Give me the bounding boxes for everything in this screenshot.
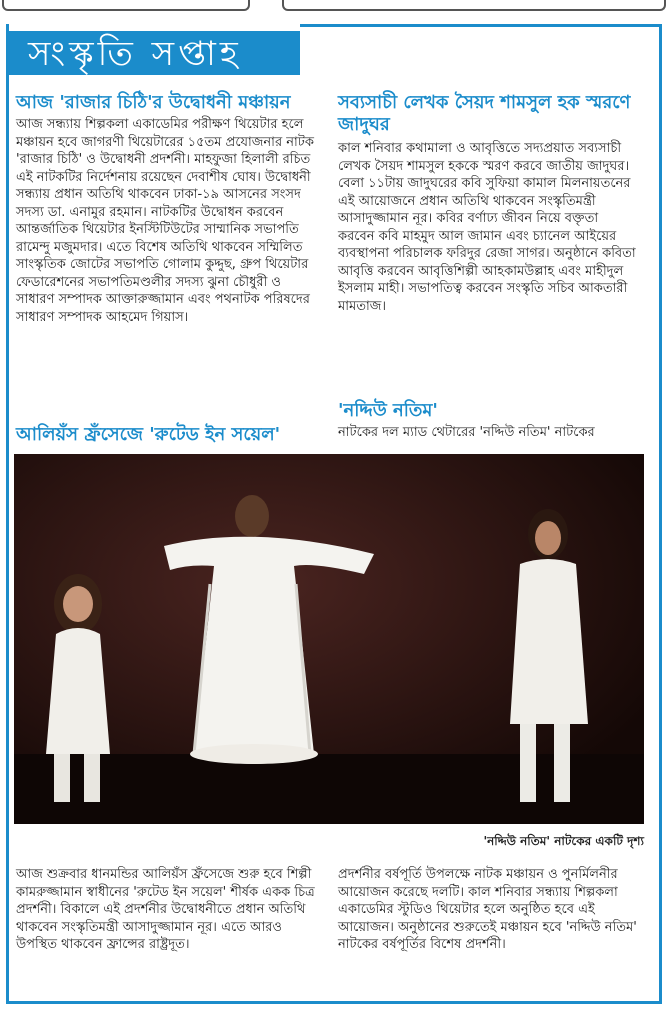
article-body-rajar-chithi: আজ সন্ধ্যায় শিল্পকলা একাডেমির পরীক্ষণ থিয়েটার হলে মঞ্চায়ন হবে জাগরণী থিয়েটারের ১৫তম প্রযোজনার নাটক 'রাজার চিঠি' ও উদ্বোধনী প্রদর্শনী। মাহফুজা হিলালী রচিত এই নাটকটির নির্দেশনায় রয়েছেন দেবাশীষ ঘোষ। উদ্বোধনী সন্ধ্যায় প্রধান অতিথি থাকবেন ঢাকা-১৯ আসনের সংসদ সদস্য ডা. এনামুর রহমান। নাটকটির উদ্বোধন করবেন আন্তর্জাতিক থিয়েটার ইনস্টিটিউটের সাম্মানিক সভাপতি রামেন্দু মজুমদার। এতে বিশেষ অতিথি থাকবেন সম্মিলিত সাংস্কৃতিক জোটের সভাপতি গোলাম কুদ্দুছ, গ্রুপ থিয়েটার ফেডারেশনের সভাপতিমণ্ডলীর সদস্য ঝুনা চৌধুরী ও সাধারণ সম্পাদক আক্তারুজ্জামান এবং পথনাটক পরিষদের সাধারণ সম্পাদক আহমেদ গিয়াস। — [16, 117, 314, 325]
top-border — [0, 0, 672, 14]
top-tab-right — [282, 0, 666, 11]
article-body-rooted-in-soil: আজ শুক্রবার ধানমন্ডির আলিয়ঁস ফ্রঁসেজে শুরু হবে শিল্পী কামরুজ্জামান স্বাধীনের 'রুটেড ইন সয়েল' শীর্ষক একক চিত্র প্রদর্শনী। বিকালে এই প্রদর্শনীর উদ্বোধনীতে প্রধান অতিথি থাকবেন সংস্কৃতিমন্ত্রী আসাদুজ্জামান নূর। এতে আরও উপস্থিত থাকবেন ফ্রান্সের রাষ্ট্রদূত। — [16, 867, 315, 952]
photo-caption: 'নদ্দিউ নতিম' নাটকের একটি দৃশ্য — [483, 834, 644, 848]
article-heading-rajar-chithi: আজ 'রাজার চিঠি'র উদ্বোধনী মঞ্চায়ন — [16, 92, 291, 113]
stage-photo — [14, 454, 644, 824]
article-heading-rooted-in-soil: আলিয়ঁস ফ্রঁসেজে 'রুটেড ইন সয়েল' — [16, 424, 281, 445]
section-title: সংস্কৃতি সপ্তাহ — [28, 34, 242, 74]
article-heading-noddiu-notim: 'নদ্দিউ নতিম' — [338, 400, 438, 421]
article-lead-noddiu-notim: নাটকের দল ম্যাড থেটারের 'নদ্দিউ নতিম' নাটকের — [338, 425, 595, 440]
top-tab-left — [2, 0, 250, 11]
article-body-noddiu-notim: প্রদর্শনীর বর্ষপূর্তি উপলক্ষে নাটক মঞ্চায়ন ও পুনর্মিলনীর আয়োজন করেছে দলটি। কাল শনিবার সন্ধ্যায় শিল্পকলা একাডেমির স্টুডিও থিয়েটার হলে অনুষ্ঠিত হবে এই আয়োজন। অনুষ্ঠানের শুরুতেই মঞ্চায়ন হবে 'নদ্দিউ নতিম' নাটকের বর্ষপূর্তির বিশেষ প্রদর্শনী। — [338, 867, 637, 952]
frame-top-rule — [300, 24, 662, 27]
article-heading-shamsul-haq: সব্যসাচী লেখক সৈয়দ শামসুল হক স্মরণে জাদুঘর — [338, 92, 631, 135]
stage-scene-image — [14, 454, 644, 824]
article-body-shamsul-haq: কাল শনিবার কথামালা ও আবৃত্তিতে সদ্যপ্রয়াত সব্যসাচী লেখক সৈয়দ শামসুল হককে স্মরণ করবে জাতীয় জাদুঘর। বেলা ১১টায় জাদুঘরের কবি সুফিয়া কামাল মিলনায়তনের এই আয়োজনে প্রধান অতিথি থাকবেন সংস্কৃতিমন্ত্রী আসাদুজ্জামান নূর। কবির বর্ণাঢ্য জীবন নিয়ে বক্তৃতা করবেন কবি মাহমুদ আল জামান এবং চ্যানেল আইয়ের ব্যবস্থাপনা পরিচালক ফরিদুর রেজা সাগর। অনুষ্ঠানে কবিতা আবৃত্তি করবেন আবৃত্তিশিল্পী আহকামউল্লাহ এবং মাহীদুল ইসলাম মাহী। সভাপতিত্ব করবেন সংস্কৃতি সচিব আকতারী মামতাজ। — [338, 141, 636, 314]
